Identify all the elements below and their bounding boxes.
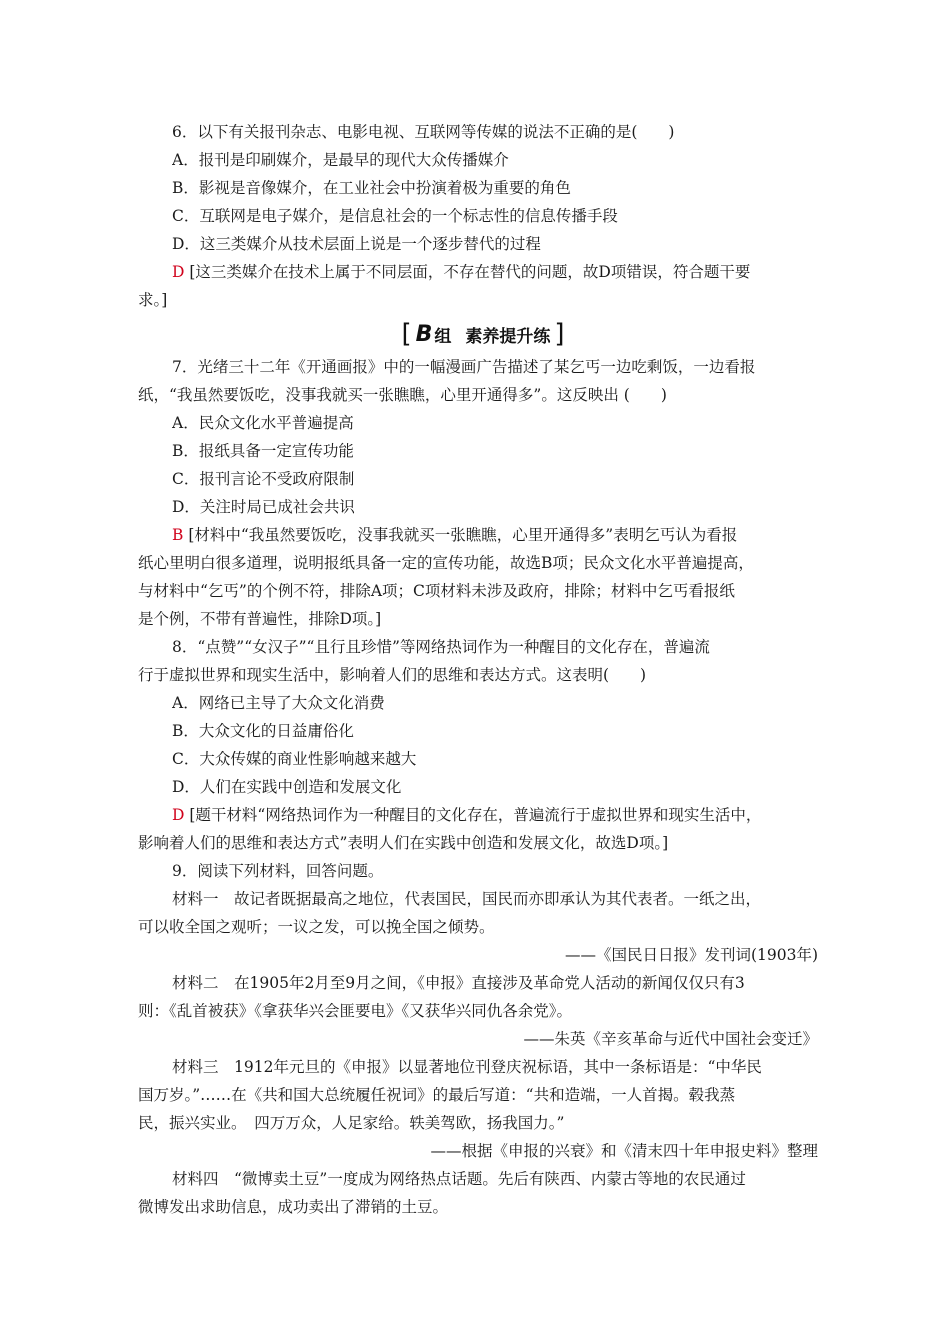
q6-option-c: C．互联网是电子媒介，是信息社会的一个标志性的信息传播手段 <box>172 207 618 225</box>
q8-explanation-line2: 影响着人们的思维和表达方式”表明人们在实践中创造和发展文化，故选D项。] <box>138 834 669 852</box>
section-bracket-left: [ <box>401 319 412 349</box>
q8-answer-letter: D <box>172 806 185 824</box>
q7-explanation-line3: 与材料中“乞丐”的个例不符，排除A项；C项材料未涉及政府，排除；材料中乞丐看报纸 <box>138 582 735 600</box>
section-group-letter: B <box>415 321 433 347</box>
section-bracket-right: ] <box>554 319 565 349</box>
q7-explanation <box>172 525 818 545</box>
q9-material3-line2: 国万岁。”……在《共和国大总统履任祝词》的最后写道：“共和造端，一人首揭。毂我蒸 <box>138 1086 736 1104</box>
q9-material3-source: ——根据《申报的兴衰》和《清末四十年申报史料》整理 <box>430 1142 818 1160</box>
q8-stem-line2: 行于虚拟世界和现实生活中，影响着人们的思维和表达方式。这表明( ) <box>138 666 647 684</box>
q8-option-d: D．人们在实践中创造和发展文化 <box>172 778 402 796</box>
q9-material3-line1: 材料三 1912年元旦的《申报》以显著地位刊登庆祝标语，其中一条标语是：“中华民 <box>172 1058 762 1076</box>
q8-explanation <box>172 805 818 825</box>
q9-material2-line1: 材料二 在1905年2月至9月之间，《申报》直接涉及革命党人活动的新闻仅仅只有3 <box>172 974 745 992</box>
q6-option-a: A．报刊是印刷媒介，是最早的现代大众传播媒介 <box>172 151 509 169</box>
q8-stem-line1: 8．“点赞”“女汉子”“且行且珍惜”等网络热词作为一种醒目的文化存在，普遍流 <box>172 638 710 656</box>
q9-material1-line2: 可以收全国之观听；一议之发，可以挽全国之倾势。 <box>138 918 495 936</box>
q9-stem: 9．阅读下列材料，回答问题。 <box>172 862 384 880</box>
q9-material4-line1: 材料四 “微博卖土豆”一度成为网络热点话题。先后有陕西、内蒙古等地的农民通过 <box>172 1170 746 1188</box>
q6-option-b: B．影视是音像媒介，在工业社会中扮演着极为重要的角色 <box>172 179 571 197</box>
q6-explanation <box>172 262 818 282</box>
q7-option-d: D．关注时局已成社会共识 <box>172 498 355 516</box>
q6-stem: 6．以下有关报刊杂志、电影电视、互联网等传媒的说法不正确的是( ) <box>172 123 675 141</box>
q6-answer-letter: D <box>172 263 185 281</box>
q7-answer-letter: B <box>172 526 184 544</box>
q6-explanation-text: [这三类媒介在技术上属于不同层面，不存在替代的问题，故D项错误，符合题干要 <box>189 263 751 281</box>
q6-explanation-cont: 求。] <box>138 291 168 309</box>
q9-material4-line2: 微博发出求助信息，成功卖出了滞销的土豆。 <box>138 1198 449 1216</box>
q6-option-d: D．这三类媒介从技术层面上说是一个逐步替代的过程 <box>172 235 541 253</box>
q8-explanation-text: [题干材料“网络热词作为一种醒目的文化存在，普遍流行于虚拟世界和现实生活中， <box>189 806 762 824</box>
q9-material3-line3: 民，振兴实业。 四万万众，人足家给。轶美驾欧，扬我国力。” <box>138 1114 565 1132</box>
q7-explanation-line2: 纸心里明白很多道理，说明报纸具备一定的宣传功能，故选B项；民众文化水平普遍提高， <box>138 554 754 572</box>
q8-option-a: A．网络已主导了大众文化消费 <box>172 694 385 712</box>
q8-option-b: B．大众文化的日益庸俗化 <box>172 722 354 740</box>
q9-material2-source: ——朱英《辛亥革命与近代中国社会变迁》 <box>523 1030 818 1048</box>
section-title: 素养提升练 <box>465 326 551 347</box>
q7-option-c: C．报刊言论不受政府限制 <box>172 470 355 488</box>
q9-material1-line1: 材料一 故记者既据最高之地位，代表国民，国民而亦即承认为其代表者。一纸之出， <box>172 890 762 908</box>
q9-material1-source: ——《国民日日报》发刊词(1903年) <box>564 946 818 964</box>
q7-explanation-line4: 是个例，不带有普遍性，排除D项。] <box>138 610 382 628</box>
q7-explanation-text: [材料中“我虽然要饭吃，没事我就买一张瞧瞧，心里开通得多”表明乞丐认为看报 <box>188 526 738 544</box>
section-group-label: 组 <box>434 326 452 347</box>
q7-stem-line1: 7．光绪三十二年《开通画报》中的一幅漫画广告描述了某乞丐一边吃剩饭，一边看报 <box>172 358 756 376</box>
q7-option-b: B．报纸具备一定宣传功能 <box>172 442 354 460</box>
section-header <box>368 318 598 350</box>
q9-material2-line2: 则：《乱首被获》《拿获华兴会匪要电》《又获华兴同仇各余党》。 <box>138 1002 573 1020</box>
q7-stem-line2: 纸，“我虽然要饭吃，没事我就买一张瞧瞧，心里开通得多”。这反映出 ( ) <box>138 386 667 404</box>
q8-option-c: C．大众传媒的商业性影响越来越大 <box>172 750 417 768</box>
q7-option-a: A．民众文化水平普遍提高 <box>172 414 354 432</box>
